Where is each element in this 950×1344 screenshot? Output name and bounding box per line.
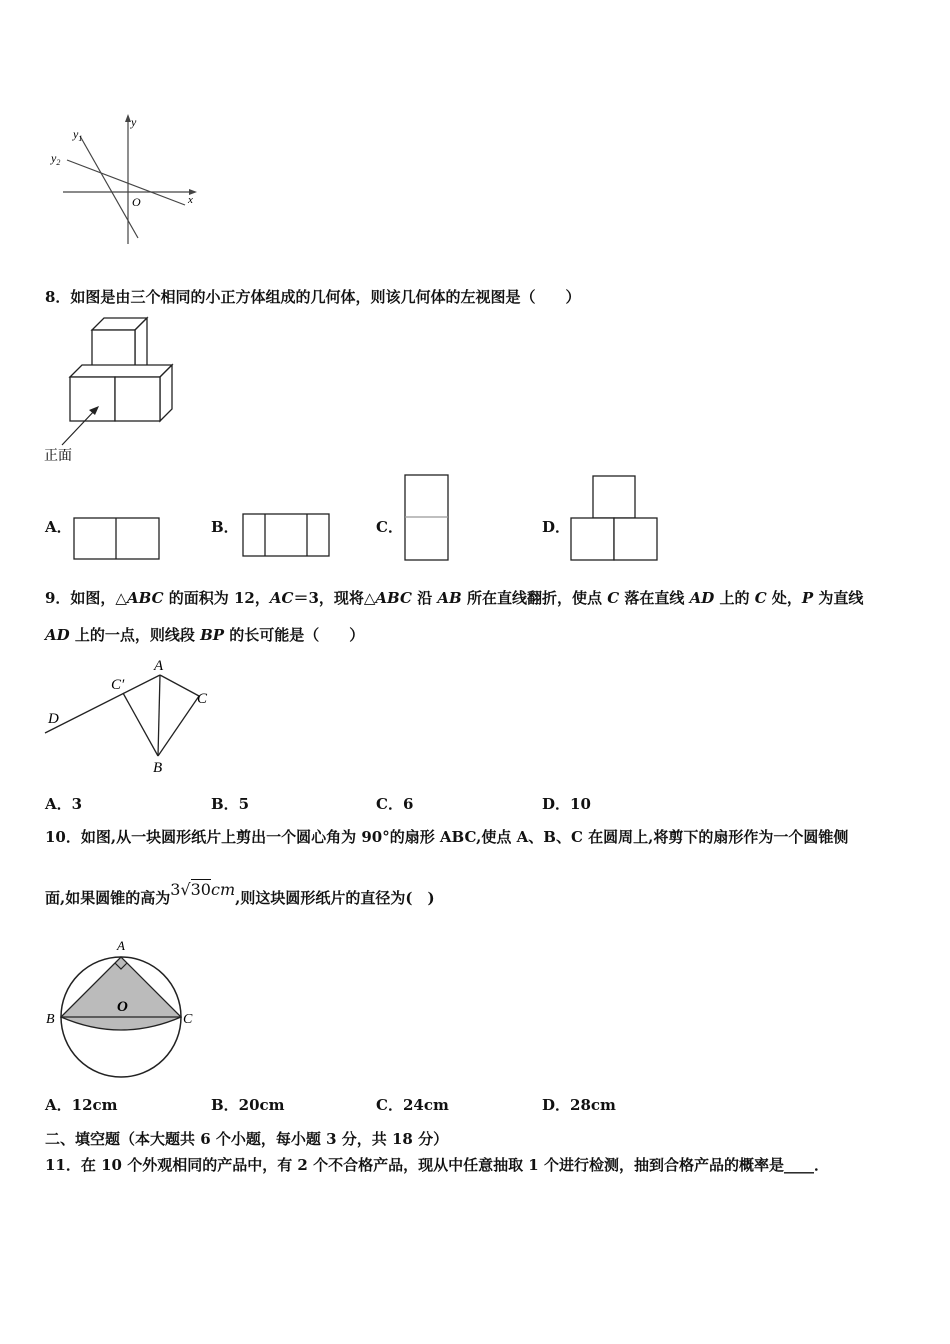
text-segment: 落在直线 [619, 589, 690, 607]
q10-circle-sector-figure [44, 935, 204, 1080]
text-segment: 的长可能是（ ） [224, 626, 365, 644]
svg-text:y2: $y_2$ [51, 151, 61, 167]
q8-cube-figure [44, 315, 184, 465]
text-segment: C [754, 589, 767, 607]
q9-option-a[interactable]: A．3 [45, 795, 83, 813]
text-segment: 沿 [411, 589, 438, 607]
text-segment: 为直线 [813, 589, 864, 607]
point-c-prime-label: C′ [111, 677, 125, 693]
q7-graph-figure [45, 110, 205, 250]
point-a-label: A [117, 938, 125, 953]
text-segment: 所在直线翻折，使点 [461, 589, 608, 607]
text-segment: 处， [766, 589, 802, 607]
q9-option-b[interactable]: B．5 [211, 795, 250, 813]
q10-option-c[interactable]: C．24cm [376, 1096, 449, 1114]
q10-question-line1: 10．如图,从一块圆形纸片上剪出一个圆心角为 90°的扇形 ABC,使点 A、B、C 在圆周上,将剪下的扇形作为一个圆锥侧 [45, 828, 849, 846]
text-segment: AB [437, 589, 462, 607]
line-y2 [67, 160, 185, 205]
x-axis-label: x [188, 194, 193, 206]
q9-question-line2 [45, 624, 364, 645]
q10-question-line2: 面,如果圆锥的高为3√30cm,则这块圆形纸片的直径为( ) [45, 880, 435, 907]
text-segment: 上的 [714, 589, 755, 607]
text-segment: 的面积为 12， [163, 589, 270, 607]
text-segment: AD [45, 626, 70, 644]
text-segment: ABC [375, 589, 412, 607]
y-axis-label: y [131, 115, 137, 129]
text-segment: 9．如图，△ [45, 589, 127, 607]
q8-option-b[interactable]: B． [211, 518, 239, 536]
q8-option-b-figure [242, 513, 332, 559]
center-o-label: O [117, 999, 128, 1015]
q8-option-d[interactable]: D． [542, 518, 571, 536]
text-segment: BP [200, 626, 225, 644]
q8-option-c[interactable]: C． [376, 518, 403, 536]
front-view-label: 正面 [44, 449, 72, 464]
q9-option-c[interactable]: C．6 [376, 795, 414, 813]
text-segment: AC [269, 589, 294, 607]
text-segment: P [801, 589, 814, 607]
section-2-heading: 二、填空题（本大题共 6 个小题，每小题 3 分，共 18 分） [45, 1130, 449, 1148]
text-segment: 上的一点，则线段 [69, 626, 201, 644]
text-segment: AD [689, 589, 715, 607]
cone-height-formula: 3√30cm [170, 880, 236, 899]
q9-triangle-figure [44, 655, 224, 775]
line-y1 [80, 136, 138, 238]
q8-option-d-figure [570, 475, 660, 563]
q8-question: 8．如图是由三个相同的小正方体组成的几何体，则该几何体的左视图是（ ） [45, 288, 581, 306]
point-b-label: B [46, 1012, 55, 1027]
q9-option-d[interactable]: D．10 [542, 795, 591, 813]
q10-option-a[interactable]: A．12cm [45, 1096, 118, 1114]
point-c-label: C [197, 691, 208, 707]
origin-label: O [132, 195, 141, 209]
point-a-label: A [154, 658, 164, 674]
q11-question: 11．在 10 个外观相同的产品中，有 2 个不合格产品，现从中任意抽取 1 个进行检测，抽到合格产品的概率是____． [45, 1156, 829, 1174]
point-d-label: D [48, 711, 59, 727]
text-segment: C [607, 589, 620, 607]
point-b-label: B [153, 760, 163, 775]
q8-option-a[interactable]: A． [45, 518, 72, 536]
q10-option-d[interactable]: D．28cm [542, 1096, 616, 1114]
q10-option-b[interactable]: B．20cm [211, 1096, 285, 1114]
text-segment: ＝3，现将△ [293, 589, 376, 607]
q8-option-c-figure [404, 474, 452, 562]
q9-question-line1 [45, 587, 863, 608]
point-c-label: C [183, 1012, 193, 1027]
q8-option-a-figure [73, 517, 161, 561]
text-segment: ABC [126, 589, 164, 607]
svg-text:y1: $y_1$ [73, 127, 83, 143]
